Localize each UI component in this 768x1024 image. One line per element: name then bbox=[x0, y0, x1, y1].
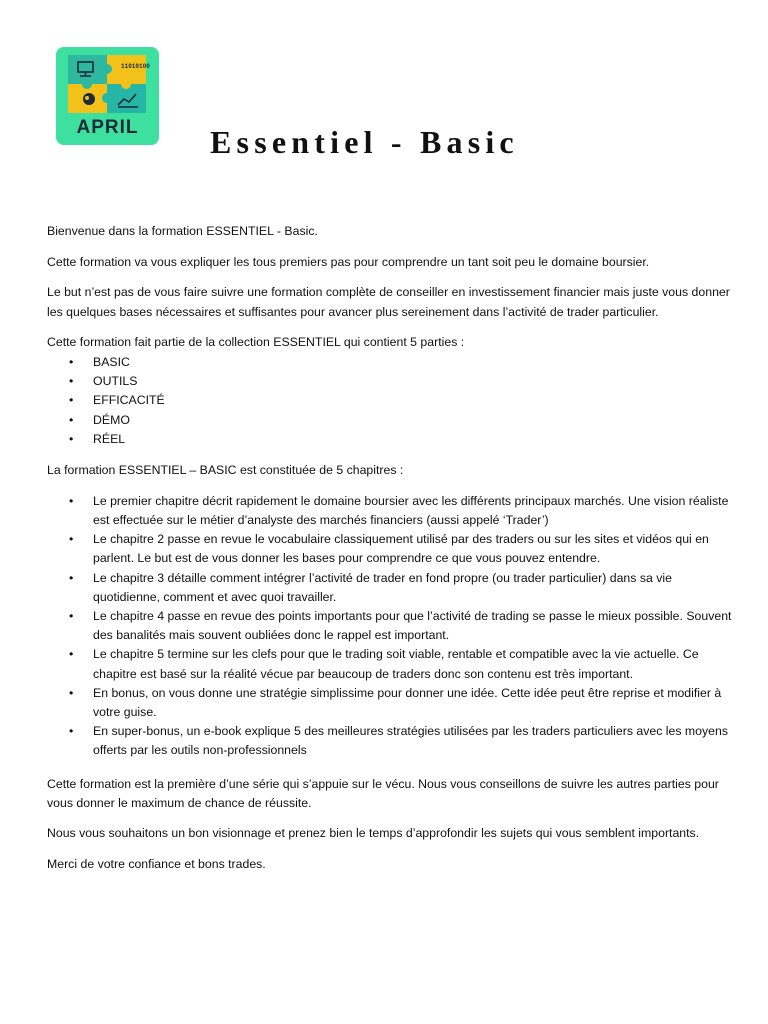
list-item: • OUTILS bbox=[47, 372, 737, 391]
bullet-icon: • bbox=[69, 374, 74, 389]
list-item: • En bonus, on vous donne une stratégie simplissime pour donner une idée. Cette idée peut être reprise et modifier à votre guise. bbox=[69, 685, 722, 719]
thanks-paragraph: Merci de votre confiance et bons trades. bbox=[47, 857, 266, 872]
bullet-icon: • bbox=[69, 608, 74, 623]
bullet-icon: • bbox=[69, 532, 74, 547]
wish-paragraph: Nous vous souhaitons un bon visionnage et prenez bien le temps d’approfondir les sujets qui vous semblent importants. bbox=[47, 826, 700, 841]
list-item: • EFFICACITÉ bbox=[47, 391, 737, 410]
intro-paragraph: Cette formation va vous expliquer les tous premiers pas pour comprendre un tant soit peu le domaine boursier. bbox=[47, 254, 650, 269]
bullet-icon: • bbox=[69, 393, 74, 408]
collection-paragraph: Cette formation fait partie de la collection ESSENTIEL qui contient 5 parties : bbox=[47, 335, 465, 350]
april-logo bbox=[56, 47, 159, 145]
document-body bbox=[47, 222, 737, 886]
bullet-icon: • bbox=[69, 431, 74, 446]
list-item: • DÉMO bbox=[47, 411, 737, 430]
goal-paragraph: Le but n’est pas de vous faire suivre une formation complète de conseiller en investissement financier mais juste vous donner les quelques bases nécessaires et suffisantes pour avancer plus sereinement dans l’activité de trader particulier. bbox=[47, 285, 730, 319]
logo-text: APRIL bbox=[76, 117, 139, 138]
binary-code: 11010100 bbox=[121, 63, 150, 70]
list-item: • BASIC bbox=[47, 353, 737, 372]
bullet-icon: • bbox=[69, 412, 74, 427]
bullet-icon: • bbox=[69, 355, 74, 370]
bullet-icon: • bbox=[69, 685, 74, 700]
welcome-paragraph: Bienvenue dans la formation ESSENTIEL - Basic. bbox=[47, 224, 318, 238]
chapters-intro-paragraph: La formation ESSENTIEL – BASIC est constituée de 5 chapitres : bbox=[47, 463, 404, 478]
list-item: • En super-bonus, un e-book explique 5 des meilleures stratégies utilisées par les traders particuliers avec les moyens offerts par les outils non-professionnels bbox=[69, 724, 728, 758]
bullet-icon: • bbox=[69, 724, 74, 739]
list-item: • Le chapitre 4 passe en revue des points importants pour que l’activité de trading se passe le mieux possible. Souvent des banalités mais souvent oubliées donc le rappel est important. bbox=[69, 608, 732, 643]
bullet-icon: • bbox=[69, 647, 74, 662]
bullet-icon: • bbox=[69, 493, 74, 508]
chapters-list bbox=[47, 492, 737, 761]
list-item: • RÉEL bbox=[47, 430, 737, 449]
series-paragraph: Cette formation est la première d’une série qui s’appuie sur le vécu. Nous vous conseillons de suivre les autres parties pour vous donner le maximum de chance de réussite. bbox=[47, 776, 719, 810]
parts-list bbox=[47, 353, 737, 449]
list-item: • Le chapitre 3 détaille comment intégrer l’activité de trader en fond propre (ou trader particulier) dans sa vie quotidienne, comment et avec quoi travailler. bbox=[69, 570, 672, 604]
list-item: • Le chapitre 5 termine sur les clefs pour que le trading soit viable, rentable et compatible avec la vie actuelle. Ce chapitre est basé sur la réalité vécue par beaucoup de traders donc son contenu est très important. bbox=[69, 647, 699, 681]
page-title: Essentiel - Basic bbox=[210, 124, 519, 160]
bullet-icon: • bbox=[69, 570, 74, 585]
list-item: • Le chapitre 2 passe en revue le vocabulaire classiquement utilisé par des traders ou sur les sites et vidéos qui en parlent. Le but est de vous donner les bases pour comprendre ce que vous pouvez entendre. bbox=[69, 532, 709, 566]
list-item: • Le premier chapitre décrit rapidement le domaine boursier avec les différents principaux marchés. Une vision réaliste est effectuée sur le métier d’analyste des marchés financiers (aussi appelé ‘Trader’) bbox=[69, 493, 729, 527]
